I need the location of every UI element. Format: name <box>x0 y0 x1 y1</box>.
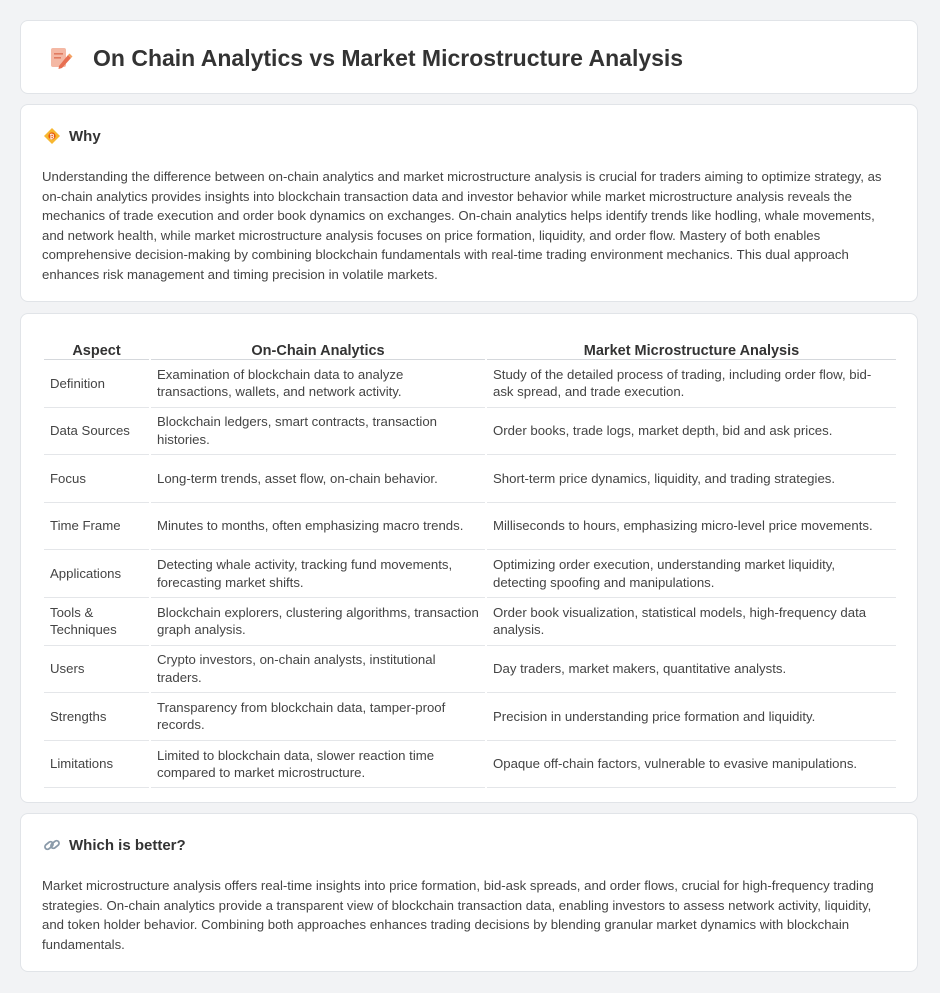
comparison-table <box>42 335 898 788</box>
table-row <box>44 455 896 503</box>
row-microstructure: Study of the detailed process of trading, including order flow, bid-ask spread, and trade execution. <box>487 360 896 408</box>
table-row <box>44 360 896 408</box>
comparison-section <box>20 313 918 803</box>
row-on-chain: Transparency from blockchain data, tamper-proof records. <box>151 693 485 741</box>
row-microstructure: Milliseconds to hours, emphasizing micro-level price movements. <box>487 503 896 551</box>
table-row <box>44 646 896 694</box>
row-aspect: Strengths <box>44 693 149 741</box>
table-row <box>44 741 896 789</box>
row-microstructure: Opaque off-chain factors, vulnerable to evasive manipulations. <box>487 741 896 789</box>
row-aspect: Tools & Techniques <box>44 598 149 646</box>
better-heading-row <box>43 836 186 854</box>
row-aspect: Focus <box>44 455 149 503</box>
row-aspect: Time Frame <box>44 503 149 551</box>
why-body: Understanding the difference between on-chain analytics and market microstructure analysis is crucial for traders aiming to optimize strategy, as on-chain analytics provides insights into blockchain transaction data and investor behavior while market microstructure analysis reveals the mechanics of trade execution and order book dynamics on exchanges. On-chain analytics helps identify trends like hodling, whale movements, and network health, while market microstructure analysis focuses on price formation, liquidity, and order flow. Mastery of both enables comprehensive decision-making by combining blockchain fundamentals with real-time trading environment mechanics. This dual approach enhances risk management and timing precision in volatile markets. <box>42 169 882 282</box>
row-microstructure: Order books, trade logs, market depth, bid and ask prices. <box>487 408 896 456</box>
row-aspect: Data Sources <box>44 408 149 456</box>
table-row <box>44 503 896 551</box>
row-aspect: Applications <box>44 550 149 598</box>
link-icon <box>43 836 61 854</box>
row-aspect: Users <box>44 646 149 694</box>
row-microstructure: Day traders, market makers, quantitative analysts. <box>487 646 896 694</box>
header-aspect: Aspect <box>44 335 149 360</box>
svg-text:₿: ₿ <box>49 133 55 141</box>
title-card <box>20 20 918 94</box>
row-microstructure: Optimizing order execution, understanding market liquidity, detecting spoofing and manipulations. <box>487 550 896 598</box>
row-aspect: Limitations <box>44 741 149 789</box>
bitcoin-diamond-icon <box>43 127 61 145</box>
row-aspect: Definition <box>44 360 149 408</box>
row-on-chain: Blockchain ledgers, smart contracts, transaction histories. <box>151 408 485 456</box>
row-on-chain: Crypto investors, on-chain analysts, institutional traders. <box>151 646 485 694</box>
table-row <box>44 693 896 741</box>
better-body: Market microstructure analysis offers real-time insights into price formation, bid-ask spreads, and order flows, crucial for high-frequency trading strategies. On-chain analytics provide a transparent view of blockchain transaction data, enabling investors to assess network activity, liquidity, and token holder behavior. Combining both approaches enhances trading decisions by blending granular market dynamics with blockchain fundamentals. <box>42 878 874 952</box>
table-row <box>44 408 896 456</box>
page-title: On Chain Analytics vs Market Microstructure Analysis <box>93 45 684 71</box>
table-row <box>44 598 896 646</box>
row-on-chain: Minutes to months, often emphasizing macro trends. <box>151 503 485 551</box>
why-heading-row <box>43 127 101 145</box>
better-heading: Which is better? <box>69 836 186 854</box>
row-microstructure: Order book visualization, statistical models, high-frequency data analysis. <box>487 598 896 646</box>
row-microstructure: Precision in understanding price formation and liquidity. <box>487 693 896 741</box>
row-on-chain: Detecting whale activity, tracking fund movements, forecasting market shifts. <box>151 550 485 598</box>
row-on-chain: Long-term trends, asset flow, on-chain behavior. <box>151 455 485 503</box>
table-row <box>44 550 896 598</box>
row-on-chain: Limited to blockchain data, slower reaction time compared to market microstructure. <box>151 741 485 789</box>
table-header-row <box>44 335 896 360</box>
why-heading: Why <box>69 127 101 145</box>
document-edit-icon <box>47 45 73 71</box>
why-section <box>20 104 918 302</box>
header-microstructure: Market Microstructure Analysis <box>487 335 896 360</box>
row-microstructure: Short-term price dynamics, liquidity, and trading strategies. <box>487 455 896 503</box>
row-on-chain: Blockchain explorers, clustering algorithms, transaction graph analysis. <box>151 598 485 646</box>
row-on-chain: Examination of blockchain data to analyze transactions, wallets, and network activity. <box>151 360 485 408</box>
title-row <box>47 45 683 71</box>
which-better-section <box>20 813 918 972</box>
header-on-chain: On-Chain Analytics <box>151 335 485 360</box>
